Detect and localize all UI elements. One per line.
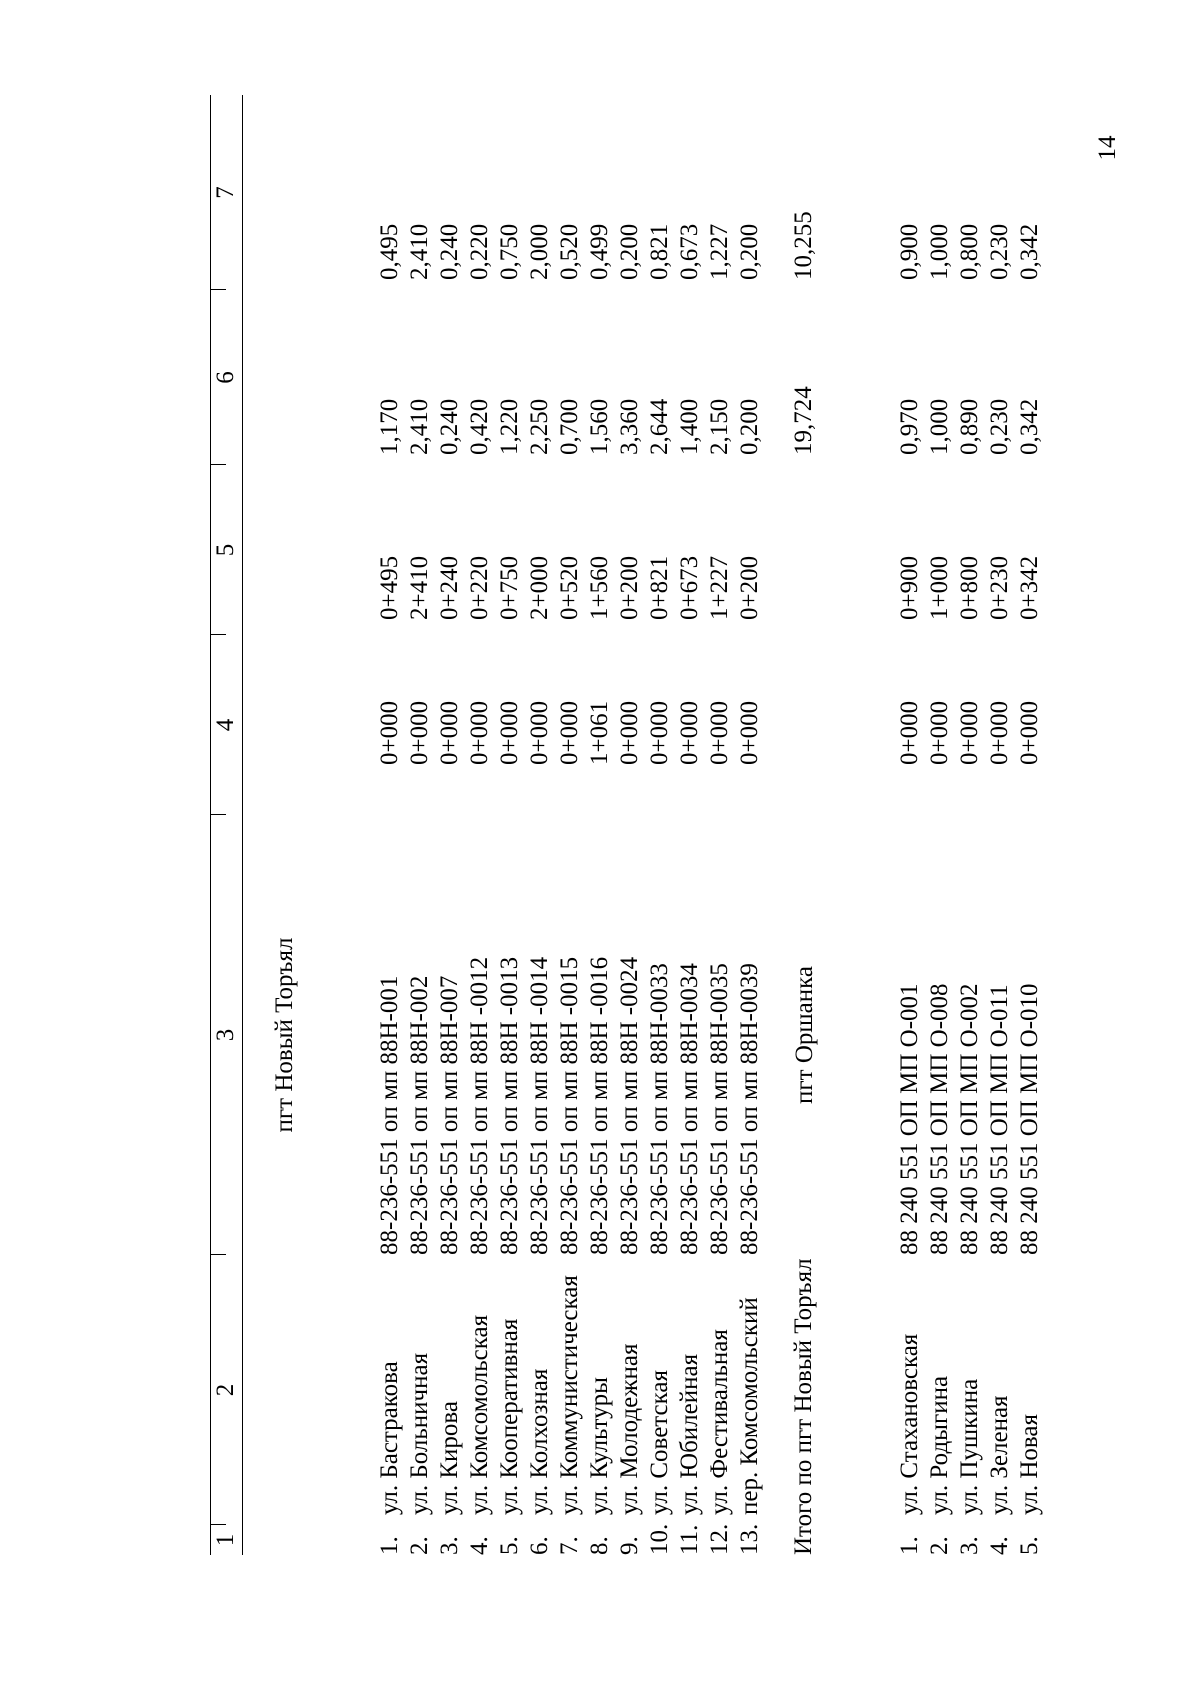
section-length: 0,200 [736,223,763,280]
street-name: ул. Пушкина [956,1378,983,1515]
subtotal-label: Итого по пгт Новый Торъял [790,1258,817,1555]
total-length: 0,230 [986,398,1013,455]
total-length: 3,360 [616,398,643,455]
road-code: 88-236-551 оп мп 88Н -0016 [586,956,613,1255]
start-km: 0+000 [616,700,643,765]
section-length: 0,821 [646,223,673,280]
road-code: 88-236-551 оп мп 88Н -0012 [466,956,493,1255]
row-number: 2. [406,1536,433,1555]
street-name: ул. Фестивальная [706,1329,733,1515]
column-header-1: 1 [212,1533,239,1547]
start-km: 0+000 [466,700,493,765]
column-header-3: 3 [212,1028,239,1042]
total-length: 1,170 [376,398,403,455]
street-name: ул. Родыгина [926,1375,953,1515]
section-length: 0,750 [496,223,523,280]
road-code: 88-236-551 оп мп 88Н -0013 [496,956,523,1255]
column-header-5: 5 [212,543,239,557]
total-length: 2,250 [526,398,553,455]
road-code: 88-236-551 оп мп 88Н -0024 [616,956,643,1255]
row-number: 4. [986,1536,1013,1555]
start-km: 0+000 [646,700,673,765]
end-km: 0+520 [556,555,583,620]
start-km: 0+000 [406,700,433,765]
start-km: 0+000 [986,700,1013,765]
row-number: 3. [956,1536,983,1555]
page-number: 14 [1094,135,1121,161]
end-km: 0+200 [616,555,643,620]
section-length: 0,900 [896,223,923,280]
section-length: 2,410 [406,223,433,280]
section-length: 0,230 [986,223,1013,280]
total-length: 0,342 [1016,398,1043,455]
row-number: 9. [616,1536,643,1555]
total-length: 0,200 [736,398,763,455]
end-km: 2+000 [526,555,553,620]
start-km: 0+000 [896,700,923,765]
street-name: ул. Новая [1016,1413,1043,1515]
start-km: 0+000 [376,700,403,765]
street-name: ул. Зеленая [986,1395,1013,1515]
row-number: 7. [556,1536,583,1555]
street-name: ул. Больничная [406,1352,433,1515]
end-km: 2+410 [406,555,433,620]
end-km: 0+750 [496,555,523,620]
street-name: ул. Юбилейная [676,1353,703,1515]
start-km: 0+000 [556,700,583,765]
column-header-6: 6 [212,371,239,384]
start-km: 0+000 [926,700,953,765]
section-length: 1,227 [706,223,733,280]
end-km: 1+227 [706,555,733,620]
total-length: 0,970 [896,398,923,455]
row-number: 10. [646,1523,673,1555]
section-length: 0,495 [376,223,403,280]
row-number: 1. [896,1536,923,1555]
start-km: 0+000 [676,700,703,765]
row-number: 2. [926,1536,953,1555]
road-code: 88-236-551 оп мп 88Н-0039 [736,963,763,1255]
row-number: 3. [436,1536,463,1555]
start-km: 1+061 [586,700,613,765]
total-length: 2,150 [706,398,733,455]
street-name: ул. Кирова [436,1400,463,1515]
road-code: 88 240 551 ОП МП О-010 [1016,983,1043,1255]
subtotal-total: 19,724 [790,386,817,455]
end-km: 0+821 [646,555,673,620]
section-length: 0,520 [556,223,583,280]
section-length: 1,000 [926,223,953,280]
street-name: ул. Культуры [586,1377,613,1515]
street-name: ул. Колхозная [526,1368,553,1515]
section-length: 2,000 [526,223,553,280]
row-number: 13. [736,1523,763,1555]
street-name: ул. Бастракова [376,1361,403,1515]
road-code: 88-236-551 оп мп 88Н-007 [436,975,463,1255]
street-name: ул. Стахановская [896,1333,923,1515]
total-length: 2,644 [646,398,673,455]
section-length: 0,342 [1016,223,1043,280]
road-code: 88 240 551 ОП МП О-011 [986,984,1013,1255]
row-number: 8. [586,1536,613,1555]
row-number: 11. [676,1524,703,1555]
total-length: 0,700 [556,398,583,455]
end-km: 0+220 [466,555,493,620]
row-number: 5. [496,1536,523,1555]
road-code: 88 240 551 ОП МП О-008 [926,983,953,1255]
row-number: 5. [1016,1536,1043,1555]
row-number: 1. [376,1536,403,1555]
road-code: 88 240 551 ОП МП О-002 [956,983,983,1255]
end-km: 0+900 [896,555,923,620]
end-km: 0+800 [956,555,983,620]
start-km: 0+000 [956,700,983,765]
end-km: 0+240 [436,555,463,620]
total-length: 1,220 [496,398,523,455]
column-header-2: 2 [212,1383,239,1397]
header-bottom-rule [242,95,243,1555]
total-length: 0,240 [436,398,463,455]
section-length: 0,240 [436,223,463,280]
section-length: 0,499 [586,223,613,280]
start-km: 0+000 [526,700,553,765]
road-code: 88-236-551 оп мп 88Н-001 [376,975,403,1255]
row-number: 12. [706,1523,733,1555]
section-length: 0,800 [956,223,983,280]
street-name: ул. Советская [646,1370,673,1515]
street-name: пер. Комсомольский [736,1297,763,1515]
section-title: пгт Новый Торъял [271,937,298,1133]
end-km: 1+560 [586,555,613,620]
street-name: ул. Кооперативная [496,1318,523,1515]
street-name: ул. Коммунистическая [556,1275,583,1515]
start-km: 0+000 [706,700,733,765]
end-km: 0+673 [676,555,703,620]
end-km: 0+495 [376,555,403,620]
road-code: 88-236-551 оп мп 88Н-0035 [706,963,733,1255]
total-length: 1,560 [586,398,613,455]
road-code: 88 240 551 ОП МП О-001 [896,983,923,1255]
start-km: 0+000 [736,700,763,765]
section-length: 0,673 [676,223,703,280]
total-length: 0,890 [956,398,983,455]
end-km: 0+342 [1016,555,1043,620]
road-table [210,95,1043,1555]
end-km: 0+230 [986,555,1013,620]
row-number: 4. [466,1536,493,1555]
total-length: 2,410 [406,398,433,455]
road-code: 88-236-551 оп мп 88Н -0015 [556,956,583,1255]
start-km: 0+000 [436,700,463,765]
total-length: 0,420 [466,398,493,455]
start-km: 0+000 [1016,700,1043,765]
section-length: 0,200 [616,223,643,280]
road-code: 88-236-551 оп мп 88Н-0034 [676,963,703,1255]
road-code: 88-236-551 оп мп 88Н -0014 [526,956,553,1255]
end-km: 0+200 [736,555,763,620]
column-header-4: 4 [212,718,239,732]
road-code: 88-236-551 оп мп 88Н-002 [406,975,433,1255]
total-length: 1,000 [926,398,953,455]
end-km: 1+000 [926,555,953,620]
street-name: ул. Молодежная [616,1343,643,1515]
start-km: 0+000 [496,700,523,765]
column-header-7: 7 [212,186,239,199]
subtotal-length: 10,255 [790,211,817,280]
total-length: 1,400 [676,398,703,455]
section-length: 0,220 [466,223,493,280]
road-code: 88-236-551 оп мп 88Н-0033 [646,963,673,1255]
street-name: ул. Комсомольская [466,1314,493,1515]
row-number: 6. [526,1536,553,1555]
section-title: пгт Оршанка [791,966,818,1104]
